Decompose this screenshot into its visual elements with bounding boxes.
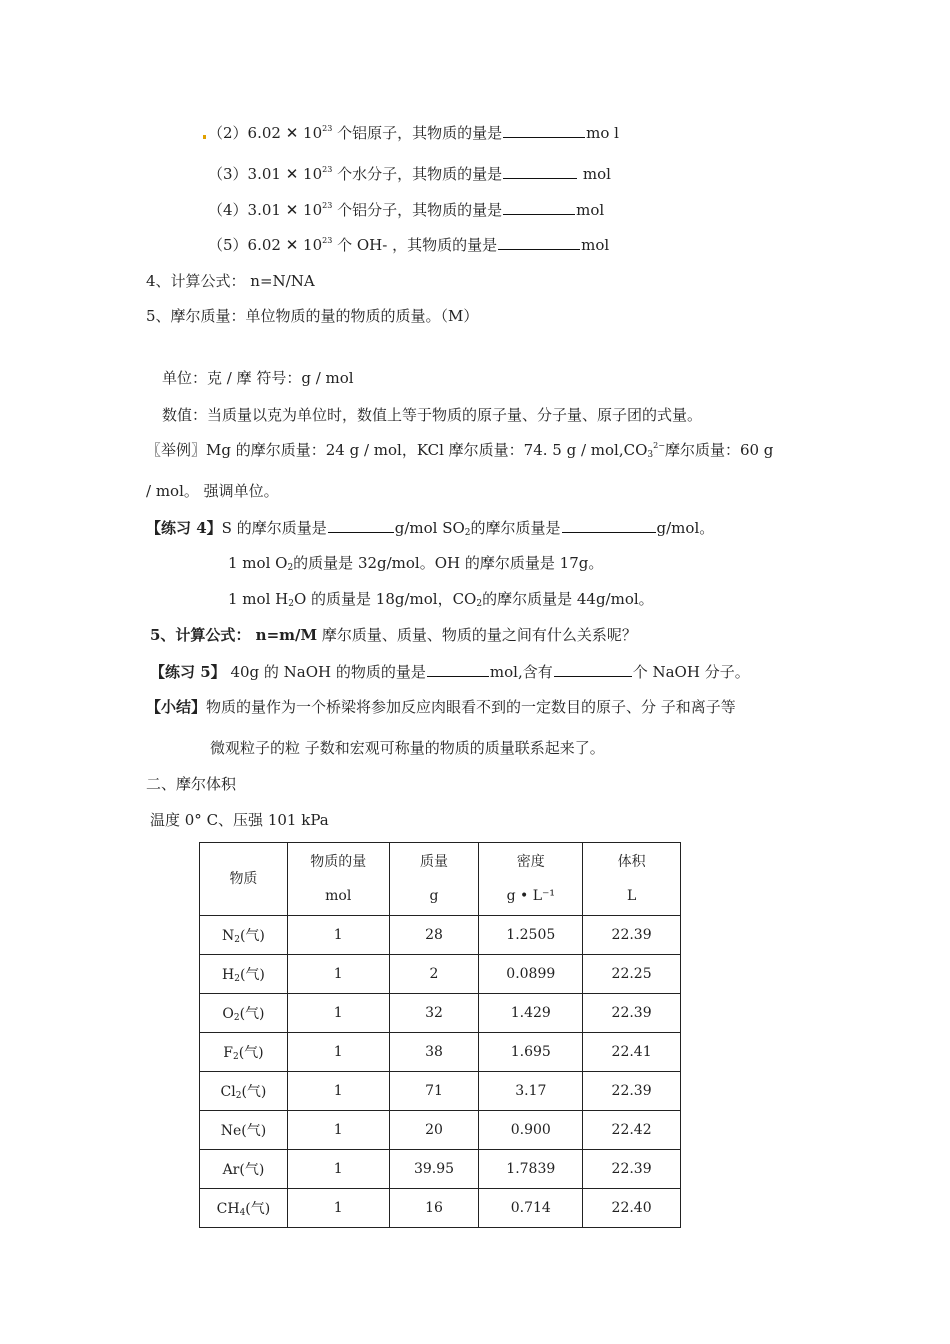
table-row xyxy=(200,916,681,955)
substance-cell: $H_2$(气) xyxy=(200,955,288,994)
exercise-label: 【练习 4】 xyxy=(146,519,222,537)
density-cell: 3.17 xyxy=(479,1072,583,1111)
summary-line xyxy=(146,697,736,717)
question-text: 个水分子，其物质的量是 xyxy=(332,165,503,183)
mass-cell: 20 xyxy=(389,1111,479,1150)
volume-cell: 22.39 xyxy=(583,916,681,955)
volume-cell: 22.41 xyxy=(583,1033,681,1072)
header-cell: 密度 g • L⁻¹ xyxy=(479,843,583,916)
exercise-4 xyxy=(146,517,714,538)
unit-text: mol xyxy=(578,165,611,183)
unit-text: mol xyxy=(581,236,610,254)
mol-cell: 1 xyxy=(287,1111,389,1150)
answer-blank[interactable] xyxy=(503,163,577,179)
question-line-3 xyxy=(208,163,611,184)
example-line-continued: / mol。 强调单位。 xyxy=(146,482,279,500)
formula-question: 摩尔质量、质量、物质的量之间有什么关系呢？ xyxy=(317,626,637,644)
table-row xyxy=(200,994,681,1033)
o2-line xyxy=(228,553,603,573)
mol-cell: 1 xyxy=(287,1189,389,1228)
volume-cell: 22.39 xyxy=(583,1072,681,1111)
mark-dot xyxy=(203,135,206,139)
mass-cell: 39.95 xyxy=(389,1150,479,1189)
exponent: 23 xyxy=(322,165,333,174)
question-text: 个铝分子，其物质的量是 xyxy=(332,201,503,219)
mol-cell: 1 xyxy=(287,1150,389,1189)
h2o-line xyxy=(228,589,654,609)
mass-cell: 32 xyxy=(389,994,479,1033)
table-row xyxy=(200,1189,681,1228)
header-cell: 质量 g xyxy=(389,843,479,916)
question-line-4 xyxy=(208,199,604,220)
exercise-text: 40g 的 NaOH 的物质的量是 xyxy=(225,663,426,681)
table-row xyxy=(200,1150,681,1189)
density-cell: 1.695 xyxy=(479,1033,583,1072)
substance-cell: $Cl_2$(气) xyxy=(200,1072,288,1111)
density-cell: 1.429 xyxy=(479,994,583,1033)
summary-label: 【小结】 xyxy=(146,698,207,716)
exponent: 23 xyxy=(322,201,333,210)
section-title: 二、摩尔体积 xyxy=(146,775,237,793)
mass-cell: 38 xyxy=(389,1033,479,1072)
exercise-5 xyxy=(150,661,750,682)
exercise-text: 的摩尔质量是 xyxy=(470,519,561,537)
molar-volume-table xyxy=(199,842,681,1228)
summary-line-continued: 微观粒子的粒 子数和宏观可称量的物质的质量联系起来了。 xyxy=(210,739,605,757)
text: 的摩尔质量是 44g/mol。 xyxy=(482,590,654,608)
text: 1 mol H xyxy=(228,590,289,608)
exercise-text: S 的摩尔质量是 xyxy=(221,519,327,537)
mol-cell: 1 xyxy=(287,994,389,1033)
density-cell: 0.900 xyxy=(479,1111,583,1150)
mol-cell: 1 xyxy=(287,916,389,955)
mol-cell: 1 xyxy=(287,1033,389,1072)
table-row xyxy=(200,1033,681,1072)
text: 的质量是 32g/mol。OH 的摩尔质量是 17g。 xyxy=(293,554,604,572)
answer-blank[interactable] xyxy=(328,517,394,533)
answer-blank[interactable] xyxy=(554,661,632,677)
substance-cell: $O_2$(气) xyxy=(200,994,288,1033)
density-cell: 1.2505 xyxy=(479,916,583,955)
count-text: （3）3.01 ✕ 10 xyxy=(208,165,323,183)
count-text: （5）6.02 ✕ 10 xyxy=(208,236,323,254)
example-line xyxy=(146,440,773,460)
mol-cell: 1 xyxy=(287,1072,389,1111)
exercise-text: 个 NaOH 分子。 xyxy=(632,663,750,681)
exercise-text: mol,含有 xyxy=(489,663,553,681)
substance-cell: $F_2$(气) xyxy=(200,1033,288,1072)
exponent: 23 xyxy=(322,124,333,133)
exponent: 23 xyxy=(322,236,333,245)
header-cell: 物质的量 mol xyxy=(287,843,389,916)
substance-cell: $N_2$(气) xyxy=(200,916,288,955)
count-text: （2）6.02 ✕ 10 xyxy=(208,124,323,142)
density-cell: 0.714 xyxy=(479,1189,583,1228)
density-cell: 0.0899 xyxy=(479,955,583,994)
mass-cell: 71 xyxy=(389,1072,479,1111)
exercise-text: g/mol。 xyxy=(656,519,715,537)
answer-blank[interactable] xyxy=(503,122,585,138)
subscript: 2 xyxy=(476,599,483,609)
mass-cell: 28 xyxy=(389,916,479,955)
molar-mass-definition: 5、摩尔质量：单位物质的量的物质的质量。（M） xyxy=(146,307,479,325)
volume-cell: 22.42 xyxy=(583,1111,681,1150)
answer-blank[interactable] xyxy=(562,517,656,533)
answer-blank[interactable] xyxy=(503,199,575,215)
table-row xyxy=(200,955,681,994)
substance-cell: Ar(气) xyxy=(200,1150,288,1189)
question-text: 个铝原子，其物质的量是 xyxy=(332,124,503,142)
unit-line: 单位：克 / 摩 符号：g / mol xyxy=(162,369,354,387)
example-text: 〖举例〗Mg 的摩尔质量：24 g / mol，KCl 摩尔质量：74. 5 g / mol,CO xyxy=(146,441,648,459)
condition-line: 温度 0° C、压强 101 kPa xyxy=(150,811,329,829)
table-row xyxy=(200,1072,681,1111)
substance-cell: Ne(气) xyxy=(200,1111,288,1150)
exercise-label: 【练习 5】 xyxy=(150,663,226,681)
subscript: 3 xyxy=(647,450,654,460)
volume-cell: 22.39 xyxy=(583,1150,681,1189)
subscript: 2 xyxy=(464,528,471,538)
volume-cell: 22.39 xyxy=(583,994,681,1033)
formula-4: 4、计算公式： n=N/NA xyxy=(146,272,315,290)
text: 1 mol O xyxy=(228,554,288,572)
superscript: 2− xyxy=(653,441,665,450)
value-line: 数值：当质量以克为单位时，数值上等于物质的原子量、分子量、原子团的式量。 xyxy=(162,406,703,424)
question-line-5 xyxy=(208,234,609,255)
substance-cell: $CH_4$(气) xyxy=(200,1189,288,1228)
mass-cell: 16 xyxy=(389,1189,479,1228)
question-line-2 xyxy=(208,122,619,143)
summary-text: 物质的量作为一个桥梁将参加反应肉眼看不到的一定数目的原子、分 子和离子等 xyxy=(206,698,736,716)
exercise-text: g/mol SO xyxy=(394,519,465,537)
subscript: 2 xyxy=(287,563,294,573)
count-text: （4）3.01 ✕ 10 xyxy=(208,201,323,219)
volume-cell: 22.25 xyxy=(583,955,681,994)
question-text: 个 OH- ，其物质的量是 xyxy=(332,236,498,254)
density-cell: 1.7839 xyxy=(479,1150,583,1189)
subscript: 2 xyxy=(288,599,294,609)
header-cell: 体积 L xyxy=(583,843,681,916)
formula-5 xyxy=(150,625,637,645)
formula-label: 5、计算公式： n=m/M xyxy=(150,626,318,644)
table-header-row xyxy=(200,843,681,916)
mass-cell: 2 xyxy=(389,955,479,994)
text: O 的质量是 18g/mol，CO xyxy=(293,590,477,608)
volume-cell: 22.40 xyxy=(583,1189,681,1228)
answer-blank[interactable] xyxy=(427,661,489,677)
table-row xyxy=(200,1111,681,1150)
answer-blank[interactable] xyxy=(498,234,580,250)
example-text: 摩尔质量：60 g xyxy=(664,441,774,459)
header-cell: 物质 xyxy=(200,843,288,916)
unit-text: mo l xyxy=(586,124,619,142)
unit-text: mol xyxy=(576,201,605,219)
mol-cell: 1 xyxy=(287,955,389,994)
